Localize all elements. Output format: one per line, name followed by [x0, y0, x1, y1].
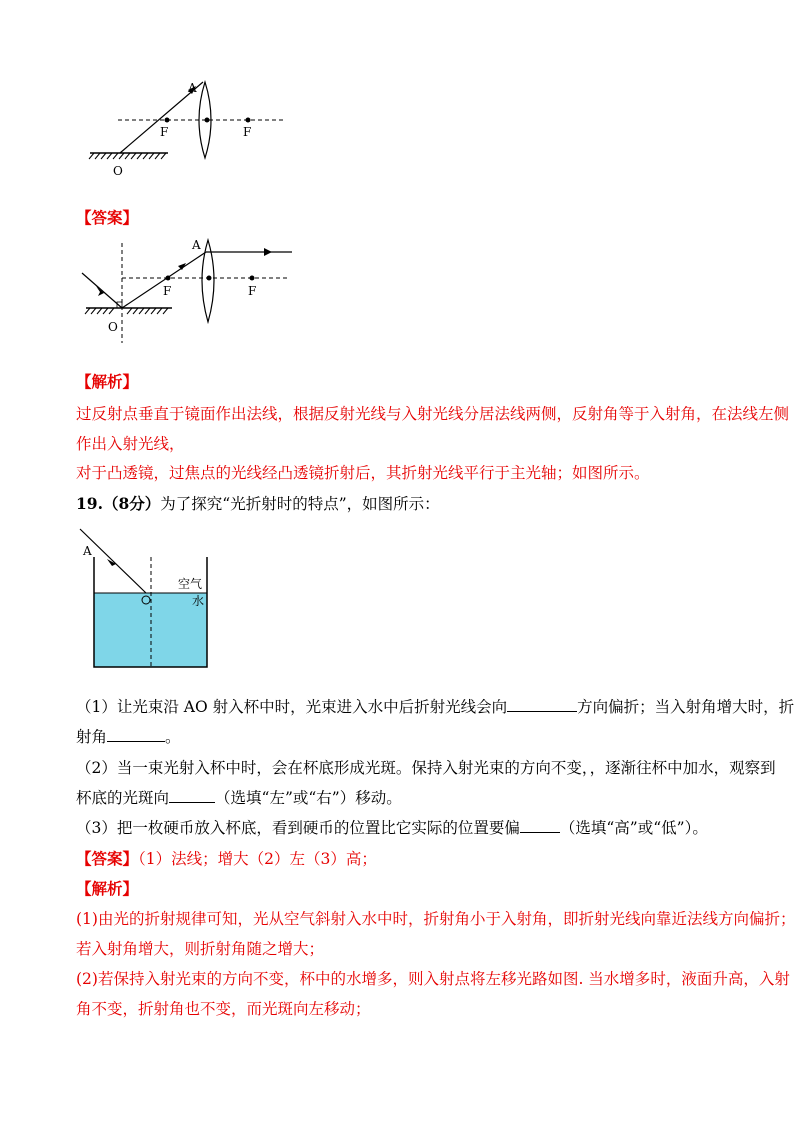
q2-prefix: 杯底的光斑向 — [76, 789, 170, 807]
label-A: A — [83, 544, 92, 558]
optical-center-dot — [205, 118, 210, 123]
q1-blank-2[interactable] — [107, 727, 165, 742]
q3-prefix: （3）把一枚硬币放入杯底，看到硬币的位置比它实际的位置要偏 — [76, 819, 520, 837]
label-F-right: F — [243, 125, 252, 139]
answer-label-2: 【答案】 — [76, 849, 139, 868]
q1-line2-prefix: 射角 — [76, 728, 108, 746]
answer-text-2: （1）法线；增大（2）左（3）高； — [138, 850, 377, 868]
question-19-stem — [76, 494, 440, 514]
label-F-right: F — [248, 284, 257, 298]
lens-diagram-answer — [80, 235, 300, 350]
analysis2-line-3: (2)若保持入射光束的方向不变，杯中的水增多，则入射点将左移光路如图. 当水增多时，液面升高，入射 — [76, 970, 790, 988]
analysis-line-1: 过反射点垂直于镜面作出法线，根据反射光线与入射光线分居法线两侧，反射角等于入射角，在法线左侧 — [76, 405, 790, 423]
analysis-label-2: 【解析】 — [76, 879, 139, 898]
label-F-left: F — [163, 284, 172, 298]
q19-part2-line1: （2）当一束光射入杯中时，会在杯底形成光斑。保持入射光束的方向不变，，逐渐往杯中加水，观察到 — [76, 759, 776, 777]
reflected-ray — [122, 252, 206, 308]
q1-blank-1[interactable] — [507, 697, 577, 712]
question-number: 19. — [76, 494, 103, 513]
analysis2-line-2: 若入射角增大，则折射角随之增大； — [76, 940, 325, 958]
q19-part1-line1 — [76, 697, 794, 717]
q2-blank[interactable] — [169, 788, 215, 803]
q1-middle: 方向偏折；当入射角增大时，折 — [577, 698, 795, 716]
focus-right-dot — [246, 118, 251, 123]
analysis2-line-4: 角不变，折射角也不变，而光斑向左移动； — [76, 1000, 371, 1018]
q1-line2-suffix: 。 — [165, 728, 181, 746]
mirror-hatching — [85, 308, 168, 314]
refraction-beaker-diagram — [78, 525, 218, 675]
q2-suffix: （选填“左”或“右”）移动。 — [215, 789, 402, 807]
q19-part3 — [76, 818, 708, 838]
q1-prefix: （1）让光束沿 AO 射入杯中时，光束进入水中后折射光线会向 — [76, 698, 508, 716]
q3-suffix: （选填“高”或“低”）。 — [559, 819, 708, 837]
focus-left-dot — [165, 118, 170, 123]
analysis-line-3: 对于凸透镜，过焦点的光线经凸透镜折射后，其折射光线平行于主光轴；如图所示。 — [76, 464, 650, 482]
focus-right-dot — [250, 276, 255, 281]
label-water: 水 — [192, 594, 205, 608]
focus-left-dot — [166, 276, 171, 281]
mirror-hatching — [89, 153, 166, 159]
q19-answer — [76, 849, 377, 869]
analysis2-line-1: (1)由光的折射规律可知，光从空气斜射入水中时，折射角小于入射角，即折射光线向靠近法线方向偏折； — [76, 910, 796, 928]
label-F-left: F — [160, 125, 169, 139]
q3-blank[interactable] — [520, 818, 560, 833]
analysis-line-2: 作出入射光线， — [76, 435, 185, 453]
q19-part1-line2 — [76, 727, 181, 747]
answer-label-1: 【答案】 — [76, 208, 139, 227]
q19-part2-line2 — [76, 788, 402, 808]
label-A: A — [192, 238, 201, 252]
label-A: A — [188, 81, 197, 95]
question-text: 为了探究“光折射时的特点”，如图所示： — [160, 495, 440, 513]
label-air: 空气 — [178, 577, 203, 591]
incident-ray — [82, 273, 122, 308]
analysis-label-1: 【解析】 — [76, 372, 139, 391]
refracted-arrow — [264, 248, 272, 256]
incident-ray — [80, 529, 146, 593]
question-score: （8分） — [102, 494, 161, 513]
label-O: O — [113, 164, 123, 178]
lens-diagram-question — [80, 70, 300, 185]
label-O: O — [108, 320, 118, 334]
optical-center-dot — [207, 276, 212, 281]
